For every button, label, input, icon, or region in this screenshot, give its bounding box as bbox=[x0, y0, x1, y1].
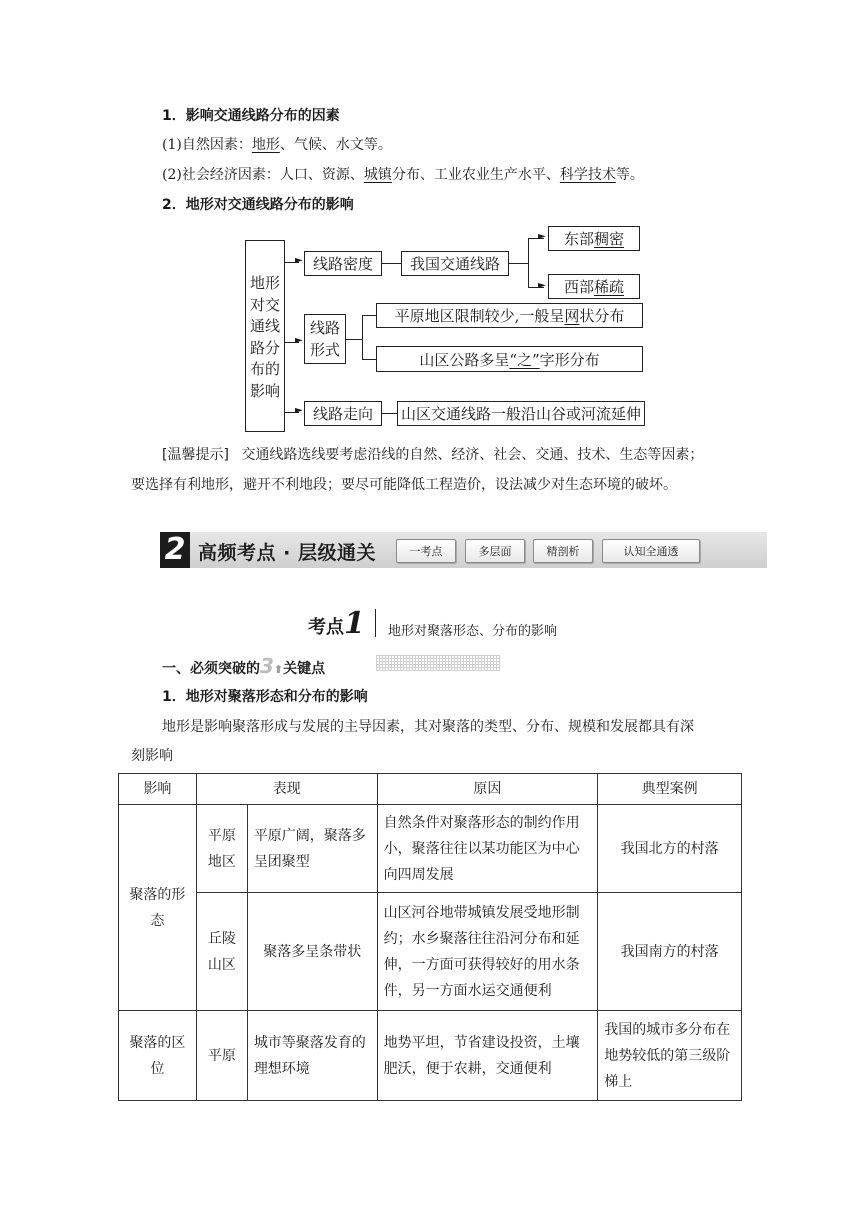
plain-prefix: 平原地区限制较少,一般呈 bbox=[394, 307, 565, 325]
banner-number: 2 bbox=[160, 532, 190, 568]
group-cell bbox=[119, 805, 197, 1011]
table-row bbox=[119, 1011, 742, 1101]
east-box bbox=[548, 226, 640, 251]
form-line: 形式 bbox=[309, 340, 340, 359]
point1-heading: 1．地形对聚落形态和分布的影响 bbox=[162, 689, 368, 705]
tip-line-1 bbox=[162, 444, 703, 464]
social-mid: 分布、工业农业生产水平、 bbox=[391, 167, 560, 183]
performance-cell: 城市等聚落发育的理想环境 bbox=[247, 1011, 377, 1101]
root-line: 布的 bbox=[249, 360, 280, 378]
west-underlined: 稀疏 bbox=[594, 278, 625, 296]
heading-terrain-influence: 2．地形对交通线路分布的影响 bbox=[162, 197, 354, 213]
plain-rest: 状分布 bbox=[579, 307, 625, 325]
influence-table bbox=[118, 773, 742, 1101]
banner-title: 高频考点 · 层级通关 bbox=[198, 542, 376, 564]
header-cell: 表现 bbox=[196, 774, 377, 805]
plain-box bbox=[376, 303, 643, 328]
arrow-head-icon: ► bbox=[538, 231, 546, 242]
group-cell: 聚落的区位 bbox=[119, 1011, 197, 1101]
root-line: 对交 bbox=[249, 295, 280, 314]
point1-paragraph-2: 刻影响 bbox=[131, 748, 173, 764]
connector-line bbox=[509, 263, 529, 264]
connector-line bbox=[362, 315, 376, 316]
kaodian-title: 地形对聚落形态、分布的影响 bbox=[388, 624, 558, 639]
subheading-number: 3 bbox=[260, 654, 274, 678]
reason-cell: 山区河谷地带城镇发展受地形制约；水乡聚落往往沿河分布和延伸，一方面可获得较好的用水条件，另一方面水运交通便利 bbox=[377, 893, 598, 1011]
form-box bbox=[304, 314, 346, 364]
east-prefix: 东部 bbox=[563, 230, 594, 248]
east-underlined: 稠密 bbox=[594, 230, 625, 248]
table-header-row bbox=[119, 774, 742, 805]
kaodian-heading bbox=[308, 606, 365, 640]
direction-text-box: 山区交通线路一般沿山谷或河流延伸 bbox=[397, 401, 645, 426]
form-line: 线路 bbox=[309, 319, 340, 337]
kaodian-divider bbox=[375, 609, 376, 637]
direction-box: 线路走向 bbox=[304, 401, 382, 426]
header-cell: 原因 bbox=[377, 774, 598, 805]
social-underlined-2: 科学技术 bbox=[559, 167, 616, 183]
root-line: 影响 bbox=[249, 381, 280, 400]
connector-line bbox=[528, 238, 529, 288]
root-line: 路分 bbox=[249, 338, 280, 357]
area-cell: 平原地区 bbox=[196, 805, 247, 893]
subheading-prefix: 一、必须突破的 bbox=[162, 661, 260, 677]
section-banner bbox=[160, 532, 767, 568]
point1-paragraph-1: 地形是影响聚落形成与发展的主导因素，其对聚落的类型、分布、规模和发展都具有深 bbox=[162, 719, 694, 735]
banner-tag: 认知全通透 bbox=[602, 539, 700, 563]
kaodian-number: 1 bbox=[344, 606, 365, 641]
mountain-box bbox=[376, 346, 643, 372]
example-cell: 我国南方的村落 bbox=[598, 893, 742, 1011]
connector-line bbox=[346, 339, 362, 340]
subheading-suffix: 关键点 bbox=[283, 661, 326, 677]
root-line: 地形 bbox=[249, 274, 280, 292]
connector-line bbox=[362, 359, 376, 360]
connector-line bbox=[362, 315, 363, 360]
plain-underlined: 网 bbox=[564, 307, 580, 325]
table-row bbox=[119, 893, 742, 1011]
up-arrow-icon: ⬆ bbox=[273, 663, 284, 676]
tip-text-1: 交通线路选线要考虑沿线的自然、经济、社会、交通、技术、生态等因素； bbox=[241, 447, 704, 463]
reason-cell: 地势平坦，节省建设投资，土壤肥沃，便于农耕，交通便利 bbox=[377, 1011, 598, 1101]
social-prefix: (2)社会经济因素：人口、资源、 bbox=[162, 167, 364, 183]
connector-line bbox=[382, 413, 397, 414]
mountain-rest: 字形分布 bbox=[539, 350, 600, 369]
tip-label: [温馨提示] bbox=[162, 447, 229, 463]
performance-cell: 聚落多呈条带状 bbox=[247, 893, 377, 1011]
diagram-root-box bbox=[245, 240, 285, 432]
banner-tag: 一考点 bbox=[396, 539, 456, 563]
mountain-underlined: “之” bbox=[509, 350, 540, 369]
natural-factors bbox=[162, 134, 392, 154]
natural-rest: 、气候、水文等。 bbox=[279, 137, 392, 153]
natural-prefix: (1)自然因素： bbox=[162, 137, 252, 153]
banner-tag: 精剖析 bbox=[533, 539, 593, 563]
social-underlined-1: 城镇 bbox=[363, 167, 392, 183]
arrow-head-icon: ► bbox=[295, 405, 303, 416]
area-cell: 平原 bbox=[196, 1011, 247, 1101]
banner-tag: 多层面 bbox=[465, 539, 525, 563]
mountain-prefix: 山区公路多呈 bbox=[419, 350, 510, 369]
arrow-head-icon: ► bbox=[538, 280, 546, 291]
west-box bbox=[548, 274, 640, 299]
natural-underlined: 地形 bbox=[251, 137, 280, 153]
connector-line bbox=[382, 263, 401, 264]
heading-factors: 1．影响交通线路分布的因素 bbox=[162, 108, 340, 124]
tip-line-2: 要选择有利地形，避开不利地段；要尽可能降低工程造价，设法减少对生态环境的破坏。 bbox=[131, 477, 677, 493]
reason-cell: 自然条件对聚落形态的制约作用小，聚落往往以某功能区为中心向四周发展 bbox=[377, 805, 598, 893]
subheading bbox=[162, 654, 325, 678]
west-prefix: 西部 bbox=[563, 278, 594, 296]
arrow-head-icon: ► bbox=[295, 335, 303, 346]
example-cell: 我国北方的村落 bbox=[598, 805, 742, 893]
group-label: 聚落的形态 bbox=[129, 886, 186, 929]
social-rest: 等。 bbox=[615, 167, 644, 183]
root-line: 通线 bbox=[249, 317, 280, 335]
kaodian-label: 考点 bbox=[308, 617, 344, 638]
arrow-head-icon: ► bbox=[295, 255, 303, 266]
header-cell: 典型案例 bbox=[598, 774, 742, 805]
example-cell: 我国的城市多分布在地势较低的第三级阶梯上 bbox=[598, 1011, 742, 1101]
subheading-pattern bbox=[376, 655, 500, 671]
area-cell: 丘陵山区 bbox=[196, 893, 247, 1011]
domestic-box: 我国交通线路 bbox=[401, 251, 509, 276]
performance-cell: 平原广阔，聚落多呈团聚型 bbox=[247, 805, 377, 893]
table-row bbox=[119, 805, 742, 893]
header-cell: 影响 bbox=[119, 774, 197, 805]
social-factors bbox=[162, 164, 644, 184]
density-box: 线路密度 bbox=[304, 251, 382, 276]
